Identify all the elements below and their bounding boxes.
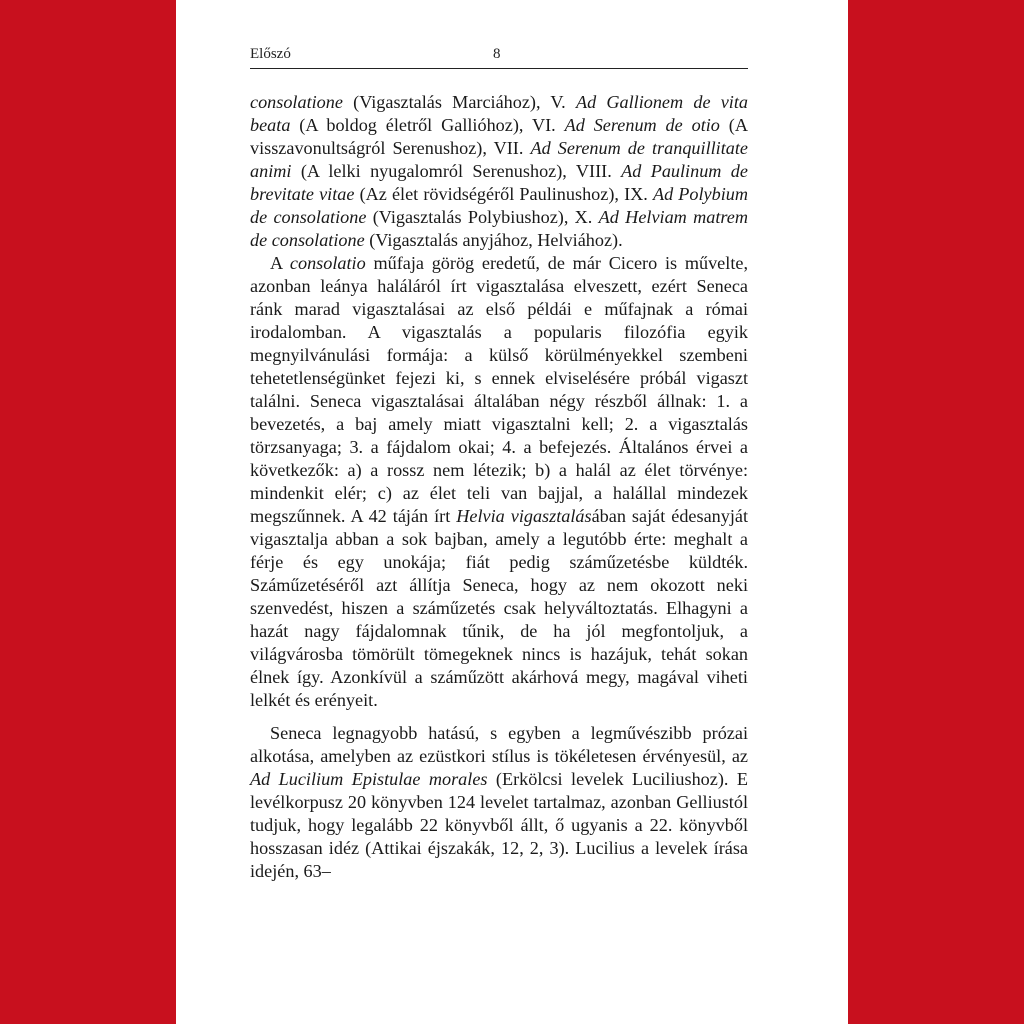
- text-run: Ad Polybium de consolatione: [250, 184, 748, 227]
- text-run: Ad Lucilium Epistulae morales: [250, 769, 488, 789]
- text-run: (A visszavonultságról Serenushoz), VII.: [250, 115, 748, 158]
- text-run: Helvia vigasztalás: [456, 506, 592, 526]
- text-run: Ad Paulinum de brevitate vitae: [250, 161, 748, 204]
- text-run: consolatio: [289, 253, 366, 273]
- paragraph-2: [250, 252, 748, 712]
- running-head: [250, 46, 748, 69]
- text-run: consolatione: [250, 92, 343, 112]
- text-run: (Vigasztalás anyjához, Helviához).: [364, 230, 623, 250]
- paragraph-1: [250, 91, 748, 252]
- text-run: ában saját édesanyját vigasztalja abban a sok bajban, amely a legutóbb érte: meghalt a férje és egy unokája; fiát pedig száműzetésbe küldték. Száműzetéséről azt állítja Seneca, hogy az nem okozott neki szenvedést, hiszen a száműzetés csak helyváltoztatás. Elhagyni a hazát nagy fájdalomnak tűnik, de ha jól megfontoljuk, a világvárosba tömörült tömegeknek nincs is hazájuk, tehát sokan élnek így. Azonkívül a száműzött akárhová megy, magával viheti lelkét és erényeit.: [250, 506, 749, 710]
- text-run: műfaja görög eredetű, de már Cicero is művelte, azonban leánya haláláról írt vigasztalása elveszett, ezért Seneca ránk marad vigasztalásai az első példái e műfajnak a római irodalomban. A vigasztalás a popularis filozófia egyik megnyilvánulási formája: a külső körülményekkel szembeni tehetetlenségünket fejezi ki, s ennek elviselésére próbál vigaszt találni. Seneca vigasztalásai általában négy részből állnak: 1. a bevezetés, a baj amely miatt vigasztalni kell; 2. a vigasztalás törzsanyaga; 3. a fájdalom okai; 4. a befejezés. Általános érvei a következők: a) a rossz nem létezik; b) a halál az élet törvénye: mindenkit elér; c) az élet teli van bajjal, a halállal mindezek megszűnnek. A 42 táján írt: [250, 253, 748, 526]
- text-run: (Vigasztalás Polybiushoz), X.: [366, 207, 599, 227]
- text-run: Ad Gallionem de vita beata: [250, 92, 748, 135]
- page-number: 8: [493, 46, 501, 62]
- text-run: Ad Serenum de tranquillitate animi: [250, 138, 748, 181]
- text-run: (Az élet rövidségéről Paulinushoz), IX.: [354, 184, 653, 204]
- text-run: Seneca legnagyobb hatású, s egyben a legművészibb prózai alkotása, amelyben az ezüstkori stílus is tökéletesen érvényesül, az: [250, 723, 748, 766]
- text-run: (Erkölcsi levelek Luciliushoz). E levélkorpusz 20 könyvben 124 levelet tartalmaz, azonban Gelliustól tudjuk, hogy legalább 22 könyvből állt, ő ugyanis a 22. könyvből hosszasan idéz (Attikai éjszakák, 12, 2, 3). Lucilius a levelek írása idején, 63–: [250, 769, 748, 881]
- text-run: Ad Helviam matrem de consolatione: [250, 207, 748, 250]
- text-run: Ad Serenum de otio: [564, 115, 720, 135]
- text-run: A: [270, 253, 290, 273]
- text-run: (A lelki nyugalomról Serenushoz), VIII.: [291, 161, 622, 181]
- running-head-title: Előszó: [250, 46, 291, 62]
- body-text: [250, 91, 748, 883]
- text-run: (A boldog életről Gallióhoz), VI.: [290, 115, 565, 135]
- book-page: [176, 0, 848, 1024]
- paragraph-3: [250, 722, 748, 883]
- text-run: (Vigasztalás Marciához), V.: [342, 92, 576, 112]
